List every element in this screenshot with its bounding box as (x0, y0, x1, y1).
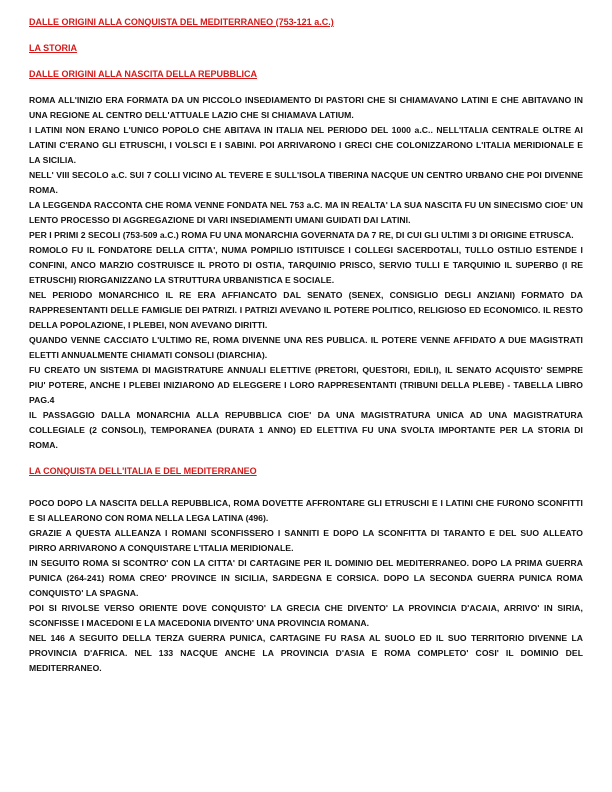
paragraph: LA LEGGENDA RACCONTA CHE ROMA VENNE FONDATA NEL 753 a.C. MA IN REALTA' LA SUA NASCITA FU UN SINECISMO CIOE' UN LENTO PROCESSO DI AGGREGAZIONE DI VARI INSEDIAMENTI UMANI GUIDATI DAI LATINI. (29, 200, 583, 225)
document-title: DALLE ORIGINI ALLA CONQUISTA DEL MEDITERRANEO (753-121 a.C.) (29, 17, 334, 27)
paragraph: NELL' VIII SECOLO a.C. SUI 7 COLLI VICINO AL TEVERE E SULL'ISOLA TIBERINA NACQUE UN CENTRO URBANO CHE POI DIVENNE ROMA. (29, 170, 583, 195)
paragraph: POI SI RIVOLSE VERSO ORIENTE DOVE CONQUISTO' LA GRECIA CHE DIVENTO' LA PROVINCIA D'ACAIA, ARRIVO' IN SIRIA, SCONFISSE I MACEDONI E LA MACEDONIA DIVENTO' UNA PROVINCIA ROMANA. (29, 603, 583, 628)
paragraph: ROMA ALL'INIZIO ERA FORMATA DA UN PICCOLO INSEDIAMENTO DI PASTORI CHE SI CHIAMAVANO LATINI E CHE ABITAVANO IN UNA REGIONE AL CENTRO DELL'ATTUALE LAZIO CHE SI CHIAMAVA LATIUM. (29, 95, 583, 120)
section-conquista-body (29, 496, 583, 676)
paragraph: QUANDO VENNE CACCIATO L'ULTIMO RE, ROMA DIVENNE UNA RES PUBLICA. IL POTERE VENNE AFFIDATO A DUE MAGISTRATI ELETTI ANNUALMENTE CHIAMATI CONSOLI (DIARCHIA). (29, 335, 583, 360)
section-origini-body (29, 93, 583, 453)
paragraph: ROMOLO FU IL FONDATORE DELLA CITTA', NUMA POMPILIO ISTITUISCE I COLLEGI SACERDOTALI, TULLO OSTILIO ESTENDE I CONFINI, ANCO MARZIO COSTRUISCE IL PROTO DI OSTIA, TARQUINIO PRISCO, SERVIO TULLI E TARQUINIO IL SUPERBO (I RE ETRUSCHI) RIORGANIZZANO LA STRUTTURA URBANISTICA E SOCIALE. (29, 245, 583, 285)
document-subtitle: LA STORIA (29, 43, 78, 53)
paragraph: IL PASSAGGIO DALLA MONARCHIA ALLA REPUBBLICA CIOE' DA UNA MAGISTRATURA UNICA AD UNA MAGISTRATURA COLLEGIALE (2 CONSOLI), TEMPORANEA (DURATA 1 ANNO) ED ELETTIVA FU UNA SVOLTA IMPORTANTE PER LA STORIA DI ROMA. (29, 410, 583, 450)
paragraph: I LATINI NON ERANO L'UNICO POPOLO CHE ABITAVA IN ITALIA NEL PERIODO DEL 1000 a.C.. NELL'ITALIA CENTRALE OLTRE AI LATINI C'ERANO GLI ETRUSCHI, I VOLSCI E I SABINI. POI ARRIVARONO I GRECI CHE COLONIZZARONO L'ITALIA MERIDIONALE E LA SICILIA. (29, 125, 583, 165)
section-heading-conquista: LA CONQUISTA DELL'ITALIA E DEL MEDITERRANEO (29, 466, 257, 476)
paragraph: IN SEGUITO ROMA SI SCONTRO' CON LA CITTA' DI CARTAGINE PER IL DOMINIO DEL MEDITERRANEO. DOPO LA PRIMA GUERRA PUNICA (264-241) ROMA CREO' PROVINCE IN SICILIA, SARDEGNA E CORSICA. DOPO LA SECONDA GUERRA PUNICA ROMA CONQUISTO' LA SPAGNA. (29, 558, 583, 598)
paragraph: POCO DOPO LA NASCITA DELLA REPUBBLICA, ROMA DOVETTE AFFRONTARE GLI ETRUSCHI E I LATINI CHE FURONO SCONFITTI E SI ALLEARONO CON ROMA NELLA LEGA LATINA (496). (29, 498, 583, 523)
paragraph: FU CREATO UN SISTEMA DI MAGISTRATURE ANNUALI ELETTIVE (PRETORI, QUESTORI, EDILI), IL SENATO ACQUISTO' SEMPRE PIU' POTERE, ANCHE I PLEBEI INIZIARONO AD ELEGGERE I LORO RAPPRESENTANTI (TRIBUNI DELLA PLEBE) - TABELLA LIBRO PAG.4 (29, 365, 583, 405)
paragraph: PER I PRIMI 2 SECOLI (753-509 a.C.) ROMA FU UNA MONARCHIA GOVERNATA DA 7 RE, DI CUI GLI ULTIMI 3 DI ORIGINE ETRUSCA. (29, 230, 574, 240)
paragraph: GRAZIE A QUESTA ALLEANZA I ROMANI SCONFISSERO I SANNITI E DOPO LA SCONFITTA DI TARANTO E DEL SUO ALLEATO PIRRO ARRIVARONO A CONQUISTARE L'ITALIA MERIDIONALE. (29, 528, 583, 553)
section-heading-origini: DALLE ORIGINI ALLA NASCITA DELLA REPUBBLICA (29, 69, 257, 79)
paragraph: NEL PERIODO MONARCHICO IL RE ERA AFFIANCATO DAL SENATO (SENEX, CONSIGLIO DEGLI ANZIANI) FORMATO DA RAPPRESENTANTI DELLE FAMIGLIE DEI PATRIZI. I PATRIZI AVEVANO IL POTERE POLITICO, RELIGIOSO ED ECONOMICO. IL RESTO DELLA POPOLAZIONE, I PLEBEI, NON AVEVANO DIRITTI. (29, 290, 583, 330)
paragraph: NEL 146 A SEGUITO DELLA TERZA GUERRA PUNICA, CARTAGINE FU RASA AL SUOLO ED IL SUO TERRITORIO DIVENNE LA PROVINCIA D'AFRICA. NEL 133 NACQUE ANCHE LA PROVINCIA D'ASIA E ROMA COMPLETO' COSI' IL DOMINIO DEL MEDITERRANEO. (29, 633, 583, 673)
document-page (29, 14, 583, 676)
